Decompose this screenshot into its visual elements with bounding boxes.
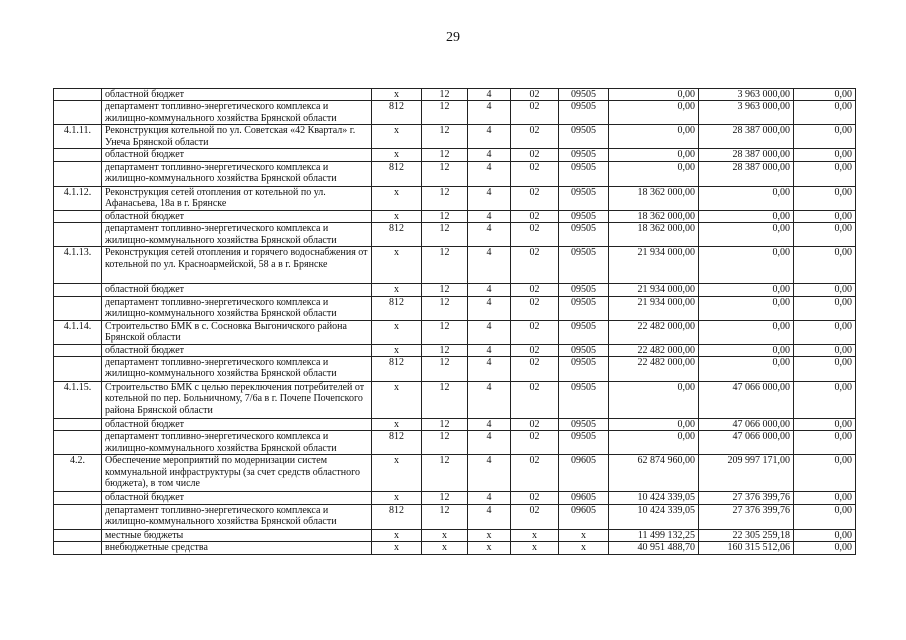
row-subsection: 4 bbox=[468, 101, 511, 125]
row-amount-year1: 0,00 bbox=[609, 382, 699, 419]
table-row bbox=[54, 504, 856, 529]
row-grbs: 812 bbox=[372, 504, 422, 529]
row-section: 12 bbox=[422, 431, 468, 455]
row-code bbox=[54, 296, 102, 320]
row-target-article: 09605 bbox=[559, 504, 609, 529]
row-target-article: 09605 bbox=[559, 492, 609, 504]
row-amount-year1: 62 874 960,00 bbox=[609, 455, 699, 492]
row-amount-year3: 0,00 bbox=[794, 357, 856, 382]
row-amount-year2: 27 376 399,76 bbox=[699, 492, 794, 504]
row-amount-year2: 0,00 bbox=[699, 223, 794, 247]
row-name: Реконструкция котельной по ул. Советская «42 Квартал» г. Унеча Брянской области bbox=[102, 125, 372, 149]
row-amount-year2: 0,00 bbox=[699, 247, 794, 284]
row-expense-type: 02 bbox=[511, 382, 559, 419]
row-amount-year2: 28 387 000,00 bbox=[699, 161, 794, 186]
row-code bbox=[54, 101, 102, 125]
row-subsection: 4 bbox=[468, 210, 511, 222]
row-target-article: 09505 bbox=[559, 247, 609, 284]
row-grbs: х bbox=[372, 320, 422, 344]
row-expense-type: 02 bbox=[511, 149, 559, 161]
row-section: 12 bbox=[422, 161, 468, 186]
row-code bbox=[54, 542, 102, 554]
row-target-article: 09505 bbox=[559, 382, 609, 419]
row-subsection: 4 bbox=[468, 344, 511, 356]
row-target-article: 09505 bbox=[559, 357, 609, 382]
row-name: департамент топливно-энергетического комплекса и жилищно-коммунального хозяйства Брянской области bbox=[102, 357, 372, 382]
table-row bbox=[54, 247, 856, 284]
row-amount-year2: 0,00 bbox=[699, 320, 794, 344]
row-target-article: 09505 bbox=[559, 89, 609, 101]
row-target-article: 09505 bbox=[559, 296, 609, 320]
row-subsection: 4 bbox=[468, 455, 511, 492]
row-section: 12 bbox=[422, 223, 468, 247]
row-section: 12 bbox=[422, 382, 468, 419]
row-subsection: 4 bbox=[468, 161, 511, 186]
row-name: местные бюджеты bbox=[102, 529, 372, 541]
row-amount-year3: 0,00 bbox=[794, 344, 856, 356]
row-amount-year1: 21 934 000,00 bbox=[609, 247, 699, 284]
row-amount-year1: 0,00 bbox=[609, 161, 699, 186]
table-row bbox=[54, 284, 856, 296]
row-code bbox=[54, 210, 102, 222]
row-code bbox=[54, 284, 102, 296]
row-target-article: 09505 bbox=[559, 344, 609, 356]
row-amount-year3: 0,00 bbox=[794, 247, 856, 284]
row-target-article: 09505 bbox=[559, 431, 609, 455]
row-amount-year2: 47 066 000,00 bbox=[699, 431, 794, 455]
row-amount-year1: 0,00 bbox=[609, 101, 699, 125]
row-name: областной бюджет bbox=[102, 419, 372, 431]
row-amount-year1: 0,00 bbox=[609, 431, 699, 455]
row-grbs: х bbox=[372, 89, 422, 101]
row-code: 4.2. bbox=[54, 455, 102, 492]
row-subsection: 4 bbox=[468, 284, 511, 296]
row-grbs: х bbox=[372, 210, 422, 222]
row-amount-year3: 0,00 bbox=[794, 320, 856, 344]
table-row bbox=[54, 431, 856, 455]
row-section: 12 bbox=[422, 125, 468, 149]
row-expense-type: 02 bbox=[511, 101, 559, 125]
row-amount-year1: 18 362 000,00 bbox=[609, 186, 699, 210]
row-grbs: х bbox=[372, 344, 422, 356]
row-code: 4.1.13. bbox=[54, 247, 102, 284]
row-expense-type: х bbox=[511, 529, 559, 541]
row-target-article: 09605 bbox=[559, 455, 609, 492]
row-amount-year2: 0,00 bbox=[699, 186, 794, 210]
table-row bbox=[54, 101, 856, 125]
row-amount-year1: 10 424 339,05 bbox=[609, 492, 699, 504]
row-name: областной бюджет bbox=[102, 284, 372, 296]
row-grbs: х bbox=[372, 542, 422, 554]
table-row bbox=[54, 344, 856, 356]
row-code bbox=[54, 149, 102, 161]
row-subsection: 4 bbox=[468, 382, 511, 419]
row-name: внебюджетные средства bbox=[102, 542, 372, 554]
row-name: Строительство БМК в с. Сосновка Выгоничского района Брянской области bbox=[102, 320, 372, 344]
row-target-article: 09505 bbox=[559, 223, 609, 247]
table-row bbox=[54, 529, 856, 541]
row-code bbox=[54, 161, 102, 186]
row-subsection: х bbox=[468, 542, 511, 554]
row-target-article: х bbox=[559, 542, 609, 554]
row-grbs: х bbox=[372, 247, 422, 284]
row-amount-year1: 21 934 000,00 bbox=[609, 284, 699, 296]
row-amount-year3: 0,00 bbox=[794, 492, 856, 504]
row-section: 12 bbox=[422, 89, 468, 101]
row-expense-type: 02 bbox=[511, 357, 559, 382]
table-row bbox=[54, 223, 856, 247]
row-grbs: х bbox=[372, 419, 422, 431]
row-grbs: 812 bbox=[372, 101, 422, 125]
row-subsection: 4 bbox=[468, 492, 511, 504]
row-amount-year2: 0,00 bbox=[699, 296, 794, 320]
row-name: областной бюджет bbox=[102, 344, 372, 356]
row-name: Обеспечение мероприятий по модернизации систем коммунальной инфраструктуры (за счет средств областного бюджета), в том числе bbox=[102, 455, 372, 492]
row-subsection: 4 bbox=[468, 431, 511, 455]
table-row bbox=[54, 125, 856, 149]
row-grbs: х bbox=[372, 284, 422, 296]
row-section: 12 bbox=[422, 455, 468, 492]
row-code bbox=[54, 419, 102, 431]
row-amount-year3: 0,00 bbox=[794, 284, 856, 296]
row-amount-year2: 3 963 000,00 bbox=[699, 101, 794, 125]
table-row bbox=[54, 419, 856, 431]
row-section: 12 bbox=[422, 284, 468, 296]
row-amount-year1: 0,00 bbox=[609, 419, 699, 431]
row-amount-year3: 0,00 bbox=[794, 223, 856, 247]
row-section: 12 bbox=[422, 186, 468, 210]
row-expense-type: 02 bbox=[511, 284, 559, 296]
row-amount-year3: 0,00 bbox=[794, 431, 856, 455]
row-grbs: 812 bbox=[372, 431, 422, 455]
row-amount-year3: 0,00 bbox=[794, 210, 856, 222]
row-expense-type: 02 bbox=[511, 186, 559, 210]
row-amount-year2: 27 376 399,76 bbox=[699, 504, 794, 529]
row-code bbox=[54, 357, 102, 382]
row-subsection: 4 bbox=[468, 357, 511, 382]
row-grbs: 812 bbox=[372, 223, 422, 247]
row-grbs: х bbox=[372, 125, 422, 149]
row-expense-type: 02 bbox=[511, 161, 559, 186]
row-amount-year1: 10 424 339,05 bbox=[609, 504, 699, 529]
table-row bbox=[54, 296, 856, 320]
row-grbs: 812 bbox=[372, 357, 422, 382]
row-name: областной бюджет bbox=[102, 492, 372, 504]
row-section: 12 bbox=[422, 149, 468, 161]
table-row bbox=[54, 542, 856, 554]
row-amount-year1: 21 934 000,00 bbox=[609, 296, 699, 320]
row-target-article: 09505 bbox=[559, 125, 609, 149]
table-row bbox=[54, 382, 856, 419]
row-name: департамент топливно-энергетического комплекса и жилищно-коммунального хозяйства Брянской области bbox=[102, 504, 372, 529]
row-subsection: 4 bbox=[468, 149, 511, 161]
row-grbs: х bbox=[372, 492, 422, 504]
row-amount-year2: 0,00 bbox=[699, 344, 794, 356]
row-amount-year3: 0,00 bbox=[794, 149, 856, 161]
row-target-article: 09505 bbox=[559, 284, 609, 296]
row-amount-year2: 47 066 000,00 bbox=[699, 382, 794, 419]
row-amount-year3: 0,00 bbox=[794, 161, 856, 186]
row-subsection: 4 bbox=[468, 320, 511, 344]
row-expense-type: 02 bbox=[511, 504, 559, 529]
row-amount-year1: 0,00 bbox=[609, 89, 699, 101]
row-expense-type: 02 bbox=[511, 320, 559, 344]
row-amount-year3: 0,00 bbox=[794, 455, 856, 492]
row-amount-year1: 18 362 000,00 bbox=[609, 223, 699, 247]
row-name: областной бюджет bbox=[102, 210, 372, 222]
row-amount-year3: 0,00 bbox=[794, 504, 856, 529]
row-amount-year1: 22 482 000,00 bbox=[609, 344, 699, 356]
row-subsection: 4 bbox=[468, 296, 511, 320]
row-grbs: х bbox=[372, 529, 422, 541]
row-section: 12 bbox=[422, 357, 468, 382]
table-row bbox=[54, 149, 856, 161]
row-amount-year2: 160 315 512,06 bbox=[699, 542, 794, 554]
row-code bbox=[54, 504, 102, 529]
row-code bbox=[54, 529, 102, 541]
row-section: х bbox=[422, 542, 468, 554]
row-amount-year3: 0,00 bbox=[794, 529, 856, 541]
row-subsection: 4 bbox=[468, 223, 511, 247]
row-grbs: х bbox=[372, 382, 422, 419]
row-target-article: х bbox=[559, 529, 609, 541]
row-section: 12 bbox=[422, 344, 468, 356]
row-code: 4.1.11. bbox=[54, 125, 102, 149]
row-section: х bbox=[422, 529, 468, 541]
row-code: 4.1.15. bbox=[54, 382, 102, 419]
row-grbs: х bbox=[372, 149, 422, 161]
table-row bbox=[54, 210, 856, 222]
row-section: 12 bbox=[422, 247, 468, 284]
row-code: 4.1.12. bbox=[54, 186, 102, 210]
row-expense-type: 02 bbox=[511, 455, 559, 492]
row-code: 4.1.14. bbox=[54, 320, 102, 344]
row-code bbox=[54, 492, 102, 504]
row-name: департамент топливно-энергетического комплекса и жилищно-коммунального хозяйства Брянской области bbox=[102, 431, 372, 455]
row-expense-type: 02 bbox=[511, 419, 559, 431]
row-amount-year1: 0,00 bbox=[609, 149, 699, 161]
row-expense-type: 02 bbox=[511, 210, 559, 222]
row-amount-year1: 40 951 488,70 bbox=[609, 542, 699, 554]
row-subsection: 4 bbox=[468, 247, 511, 284]
row-target-article: 09505 bbox=[559, 101, 609, 125]
row-expense-type: 02 bbox=[511, 492, 559, 504]
row-amount-year1: 18 362 000,00 bbox=[609, 210, 699, 222]
row-section: 12 bbox=[422, 492, 468, 504]
row-subsection: 4 bbox=[468, 89, 511, 101]
row-amount-year2: 209 997 171,00 bbox=[699, 455, 794, 492]
row-amount-year2: 0,00 bbox=[699, 357, 794, 382]
row-name: Строительство БМК с целью переключения потребителей от котельной по пер. Больничному, 7/6а в г. Почепе Почепского района Брянской области bbox=[102, 382, 372, 419]
row-amount-year2: 22 305 259,18 bbox=[699, 529, 794, 541]
row-name: департамент топливно-энергетического комплекса и жилищно-коммунального хозяйства Брянской области bbox=[102, 296, 372, 320]
row-section: 12 bbox=[422, 504, 468, 529]
row-amount-year3: 0,00 bbox=[794, 186, 856, 210]
row-section: 12 bbox=[422, 101, 468, 125]
row-name: департамент топливно-энергетического комплекса и жилищно-коммунального хозяйства Брянской области bbox=[102, 223, 372, 247]
row-name: департамент топливно-энергетического комплекса и жилищно-коммунального хозяйства Брянской области bbox=[102, 101, 372, 125]
row-code bbox=[54, 431, 102, 455]
row-amount-year2: 0,00 bbox=[699, 210, 794, 222]
row-name: областной бюджет bbox=[102, 89, 372, 101]
table-row bbox=[54, 357, 856, 382]
table-row bbox=[54, 320, 856, 344]
row-amount-year1: 22 482 000,00 bbox=[609, 320, 699, 344]
row-target-article: 09505 bbox=[559, 161, 609, 186]
row-name: Реконструкция сетей отопления от котельной по ул. Афанасьева, 18а в г. Брянске bbox=[102, 186, 372, 210]
row-section: 12 bbox=[422, 320, 468, 344]
row-amount-year1: 22 482 000,00 bbox=[609, 357, 699, 382]
row-subsection: 4 bbox=[468, 186, 511, 210]
row-code bbox=[54, 344, 102, 356]
table-row bbox=[54, 492, 856, 504]
row-grbs: х bbox=[372, 455, 422, 492]
row-expense-type: 02 bbox=[511, 431, 559, 455]
row-target-article: 09505 bbox=[559, 419, 609, 431]
row-name: департамент топливно-энергетического комплекса и жилищно-коммунального хозяйства Брянской области bbox=[102, 161, 372, 186]
row-amount-year3: 0,00 bbox=[794, 542, 856, 554]
row-subsection: 4 bbox=[468, 125, 511, 149]
row-amount-year3: 0,00 bbox=[794, 101, 856, 125]
row-expense-type: 02 bbox=[511, 125, 559, 149]
budget-table bbox=[53, 88, 856, 555]
row-target-article: 09505 bbox=[559, 320, 609, 344]
row-expense-type: х bbox=[511, 542, 559, 554]
row-expense-type: 02 bbox=[511, 344, 559, 356]
row-subsection: 4 bbox=[468, 419, 511, 431]
row-code bbox=[54, 89, 102, 101]
row-amount-year2: 3 963 000,00 bbox=[699, 89, 794, 101]
row-amount-year2: 47 066 000,00 bbox=[699, 419, 794, 431]
row-code bbox=[54, 223, 102, 247]
row-expense-type: 02 bbox=[511, 223, 559, 247]
table-row bbox=[54, 89, 856, 101]
row-amount-year3: 0,00 bbox=[794, 419, 856, 431]
row-amount-year2: 28 387 000,00 bbox=[699, 149, 794, 161]
row-subsection: 4 bbox=[468, 504, 511, 529]
row-amount-year3: 0,00 bbox=[794, 89, 856, 101]
row-expense-type: 02 bbox=[511, 247, 559, 284]
row-name: областной бюджет bbox=[102, 149, 372, 161]
row-expense-type: 02 bbox=[511, 89, 559, 101]
row-grbs: 812 bbox=[372, 296, 422, 320]
row-expense-type: 02 bbox=[511, 296, 559, 320]
page-number: 29 bbox=[446, 30, 460, 45]
row-amount-year1: 0,00 bbox=[609, 125, 699, 149]
row-grbs: 812 bbox=[372, 161, 422, 186]
row-amount-year3: 0,00 bbox=[794, 296, 856, 320]
row-section: 12 bbox=[422, 210, 468, 222]
row-grbs: х bbox=[372, 186, 422, 210]
table-row bbox=[54, 161, 856, 186]
row-amount-year2: 28 387 000,00 bbox=[699, 125, 794, 149]
row-target-article: 09505 bbox=[559, 186, 609, 210]
table-row bbox=[54, 455, 856, 492]
row-amount-year2: 0,00 bbox=[699, 284, 794, 296]
table-row bbox=[54, 186, 856, 210]
row-section: 12 bbox=[422, 296, 468, 320]
row-target-article: 09505 bbox=[559, 149, 609, 161]
row-section: 12 bbox=[422, 419, 468, 431]
row-subsection: х bbox=[468, 529, 511, 541]
row-amount-year3: 0,00 bbox=[794, 382, 856, 419]
row-name: Реконструкция сетей отопления и горячего водоснабжения от котельной по ул. Красноармейской, 58 а в г. Брянске bbox=[102, 247, 372, 284]
row-target-article: 09505 bbox=[559, 210, 609, 222]
row-amount-year1: 11 499 132,25 bbox=[609, 529, 699, 541]
row-amount-year3: 0,00 bbox=[794, 125, 856, 149]
